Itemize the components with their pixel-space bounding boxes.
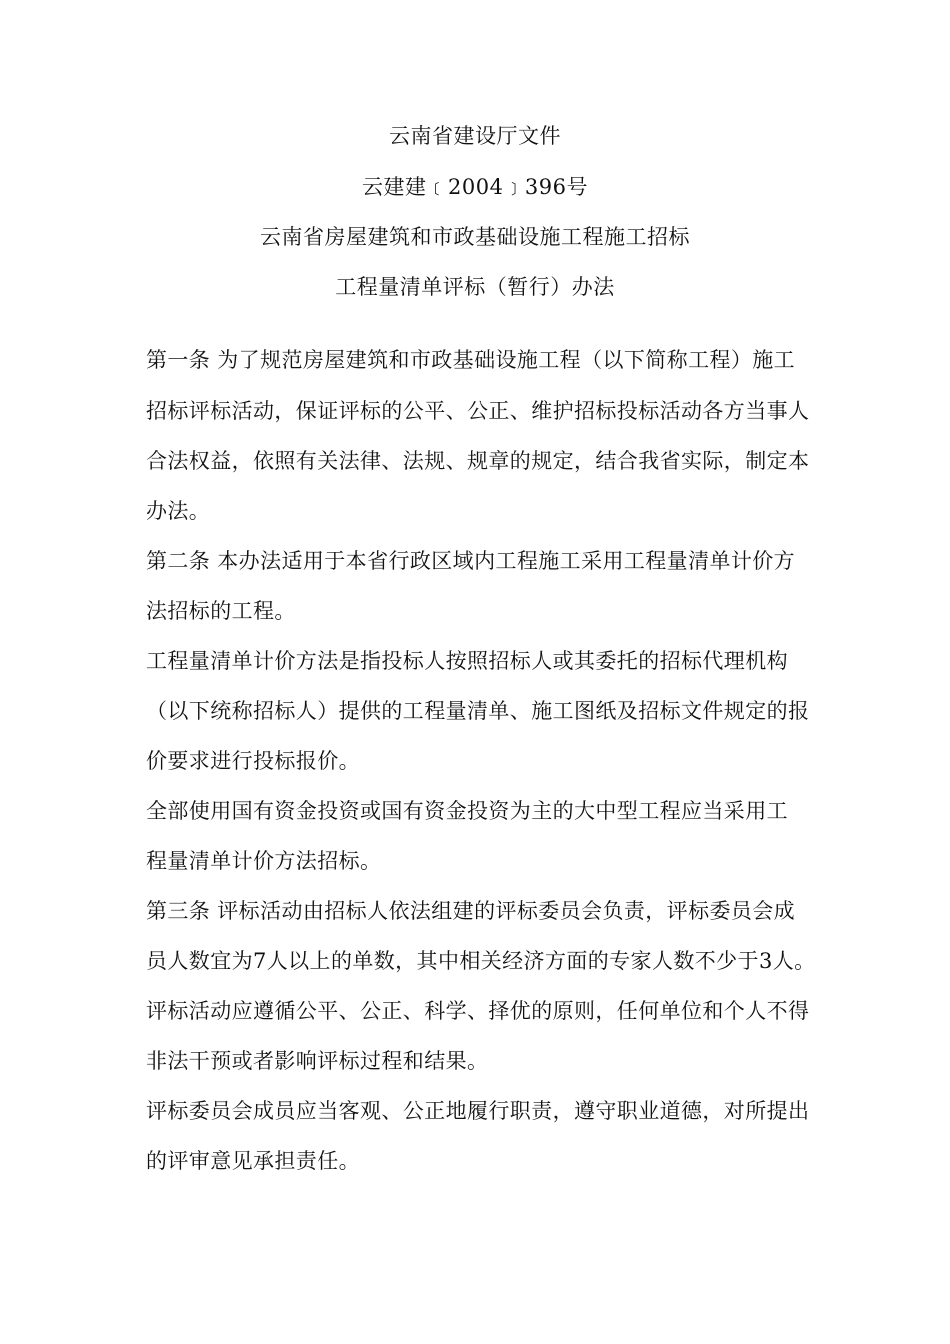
article-3-para-2-line-2: 非法干预或者影响评标过程和结果。 [146,1049,489,1073]
document-title-line-2: 工程量清单评标（暂行）办法 [335,275,615,299]
article-1-line-2: 招标评标活动，保证评标的公平、公正、维护招标投标活动各方当事人 [146,399,810,423]
article-1-line-3: 合法权益，依照有关法律、法规、规章的规定，结合我省实际，制定本 [146,449,810,473]
article-2-para-3-line-1: 全部使用国有资金投资或国有资金投资为主的大中型工程应当采用工 [146,799,788,823]
document-title-line-1: 云南省房屋建筑和市政基础设施工程施工招标 [260,225,690,249]
article-2-para-2-line-3: 价要求进行投标报价。 [146,749,360,773]
article-1-line-1: 第一条 为了规范房屋建筑和市政基础设施工程（以下简称工程）施工 [146,348,796,372]
article-2-para-2-line-1: 工程量清单计价方法是指投标人按照招标人或其委托的招标代理机构 [146,649,788,673]
article-3-line-2: 员人数宜为7人以上的单数，其中相关经济方面的专家人数不少于3人。 [146,949,816,973]
article-3-para-2-line-1: 评标活动应遵循公平、公正、科学、择优的原则，任何单位和个人不得 [146,999,810,1023]
issuing-organization: 云南省建设厅文件 [389,124,561,148]
document-number: 云建建﹝2004﹞396号 [361,175,589,199]
article-1-line-4: 办法。 [146,499,211,523]
article-3-para-3-line-2: 的评审意见承担责任。 [146,1149,360,1173]
article-3-line-1: 第三条 评标活动由招标人依法组建的评标委员会负责，评标委员会成 [146,899,796,923]
article-2-para-2-line-2: （以下统称招标人）提供的工程量清单、施工图纸及招标文件规定的报 [146,699,810,723]
article-2-para-3-line-2: 程量清单计价方法招标。 [146,849,382,873]
article-3-para-3-line-1: 评标委员会成员应当客观、公正地履行职责，遵守职业道德，对所提出 [146,1099,810,1123]
article-2-line-1: 第二条 本办法适用于本省行政区域内工程施工采用工程量清单计价方 [146,549,796,573]
article-2-line-2: 法招标的工程。 [146,599,296,623]
